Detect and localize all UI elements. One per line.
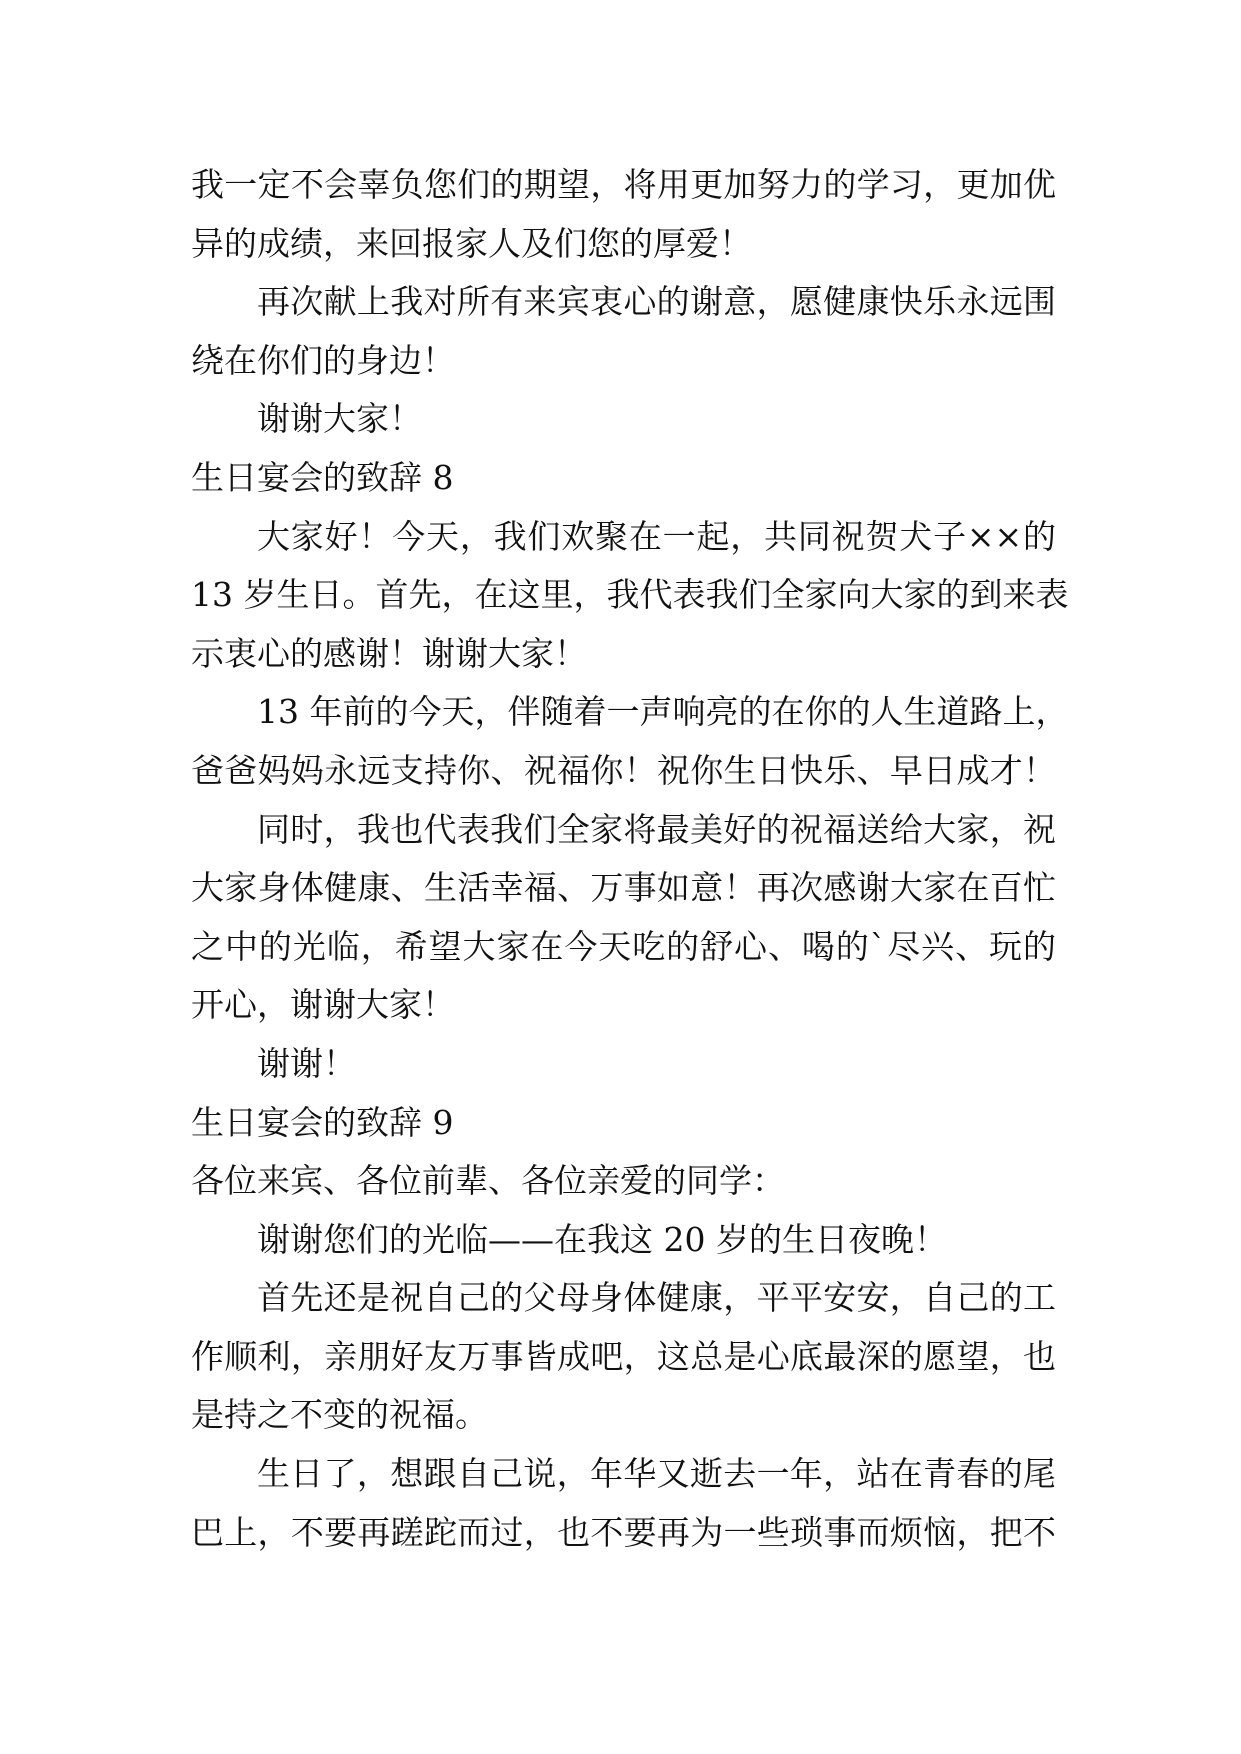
text-line: 谢谢您们的光临——在我这 20 岁的生日夜晚！ — [257, 1219, 947, 1259]
text-line: 同时，我也代表我们全家将最美好的祝福送给大家，祝 — [257, 809, 1056, 849]
text-line: 首先还是祝自己的父母身体健康，平平安安，自己的工 — [257, 1278, 1056, 1318]
paragraph — [191, 1035, 1056, 1094]
text-line: 作顺利，亲朋好友万事皆成吧，这总是心底最深的愿望，也 — [191, 1336, 1056, 1376]
text-line: 我一定不会辜负您们的期望，将用更加努力的学习，更加优 — [191, 165, 1056, 204]
paragraph — [191, 508, 1069, 684]
carryover-section — [191, 156, 1056, 449]
paragraph — [191, 1211, 1056, 1270]
text-line: 大家身体健康、生活幸福、万事如意！再次感谢大家在百忙 — [191, 868, 1056, 908]
paragraph — [191, 156, 1056, 273]
text-line: 再次献上我对所有来宾衷心的谢意，愿健康快乐永远围 — [257, 282, 1056, 322]
section-title: 生日宴会的致辞 9 — [191, 1102, 454, 1142]
text-line: 生日了，想跟自己说，年华又逝去一年，站在青春的尾 — [257, 1454, 1056, 1494]
text-line: 大家好！今天，我们欢聚在一起，共同祝贺犬子××的 — [257, 516, 1056, 556]
text-line: 异的成绩，来回报家人及们您的厚爱！ — [191, 223, 752, 263]
text-line: 13 岁生日。首先，在这里，我代表我们全家向大家的到来表 — [191, 575, 1069, 615]
speech-section-8 — [191, 449, 1069, 1094]
text-line: 巴上，不要再蹉跎而过，也不要再为一些琐事而烦恼，把不 — [191, 1512, 1056, 1552]
salutation: 各位来宾、各位前辈、各位亲爱的同学： — [191, 1161, 785, 1201]
text-line: 开心，谢谢大家！ — [191, 985, 455, 1025]
text-line: 之中的光临，希望大家在今天吃的舒心、喝的`尽兴、玩的 — [191, 926, 1056, 966]
text-line: 13 年前的今天，伴随着一声响亮的在你的人生道路上， — [257, 692, 1069, 732]
text-line: 示衷心的感谢！谢谢大家！ — [191, 633, 587, 673]
paragraph — [191, 390, 1056, 449]
speech-section-9 — [191, 1094, 1056, 1563]
section-title: 生日宴会的致辞 8 — [191, 457, 454, 497]
paragraph — [191, 1445, 1056, 1562]
text-line: 谢谢！ — [257, 1043, 356, 1083]
paragraph — [191, 273, 1056, 390]
document-body — [191, 156, 1069, 1562]
text-line: 是持之不变的祝福。 — [191, 1395, 488, 1435]
text-line: 爸爸妈妈永远支持你、祝福你！祝你生日快乐、早日成才！ — [191, 750, 1056, 790]
text-line: 绕在你们的身边！ — [191, 340, 455, 380]
paragraph — [191, 1269, 1056, 1445]
paragraph — [191, 801, 1056, 1035]
paragraph — [191, 683, 1069, 800]
text-line: 谢谢大家！ — [257, 399, 422, 439]
